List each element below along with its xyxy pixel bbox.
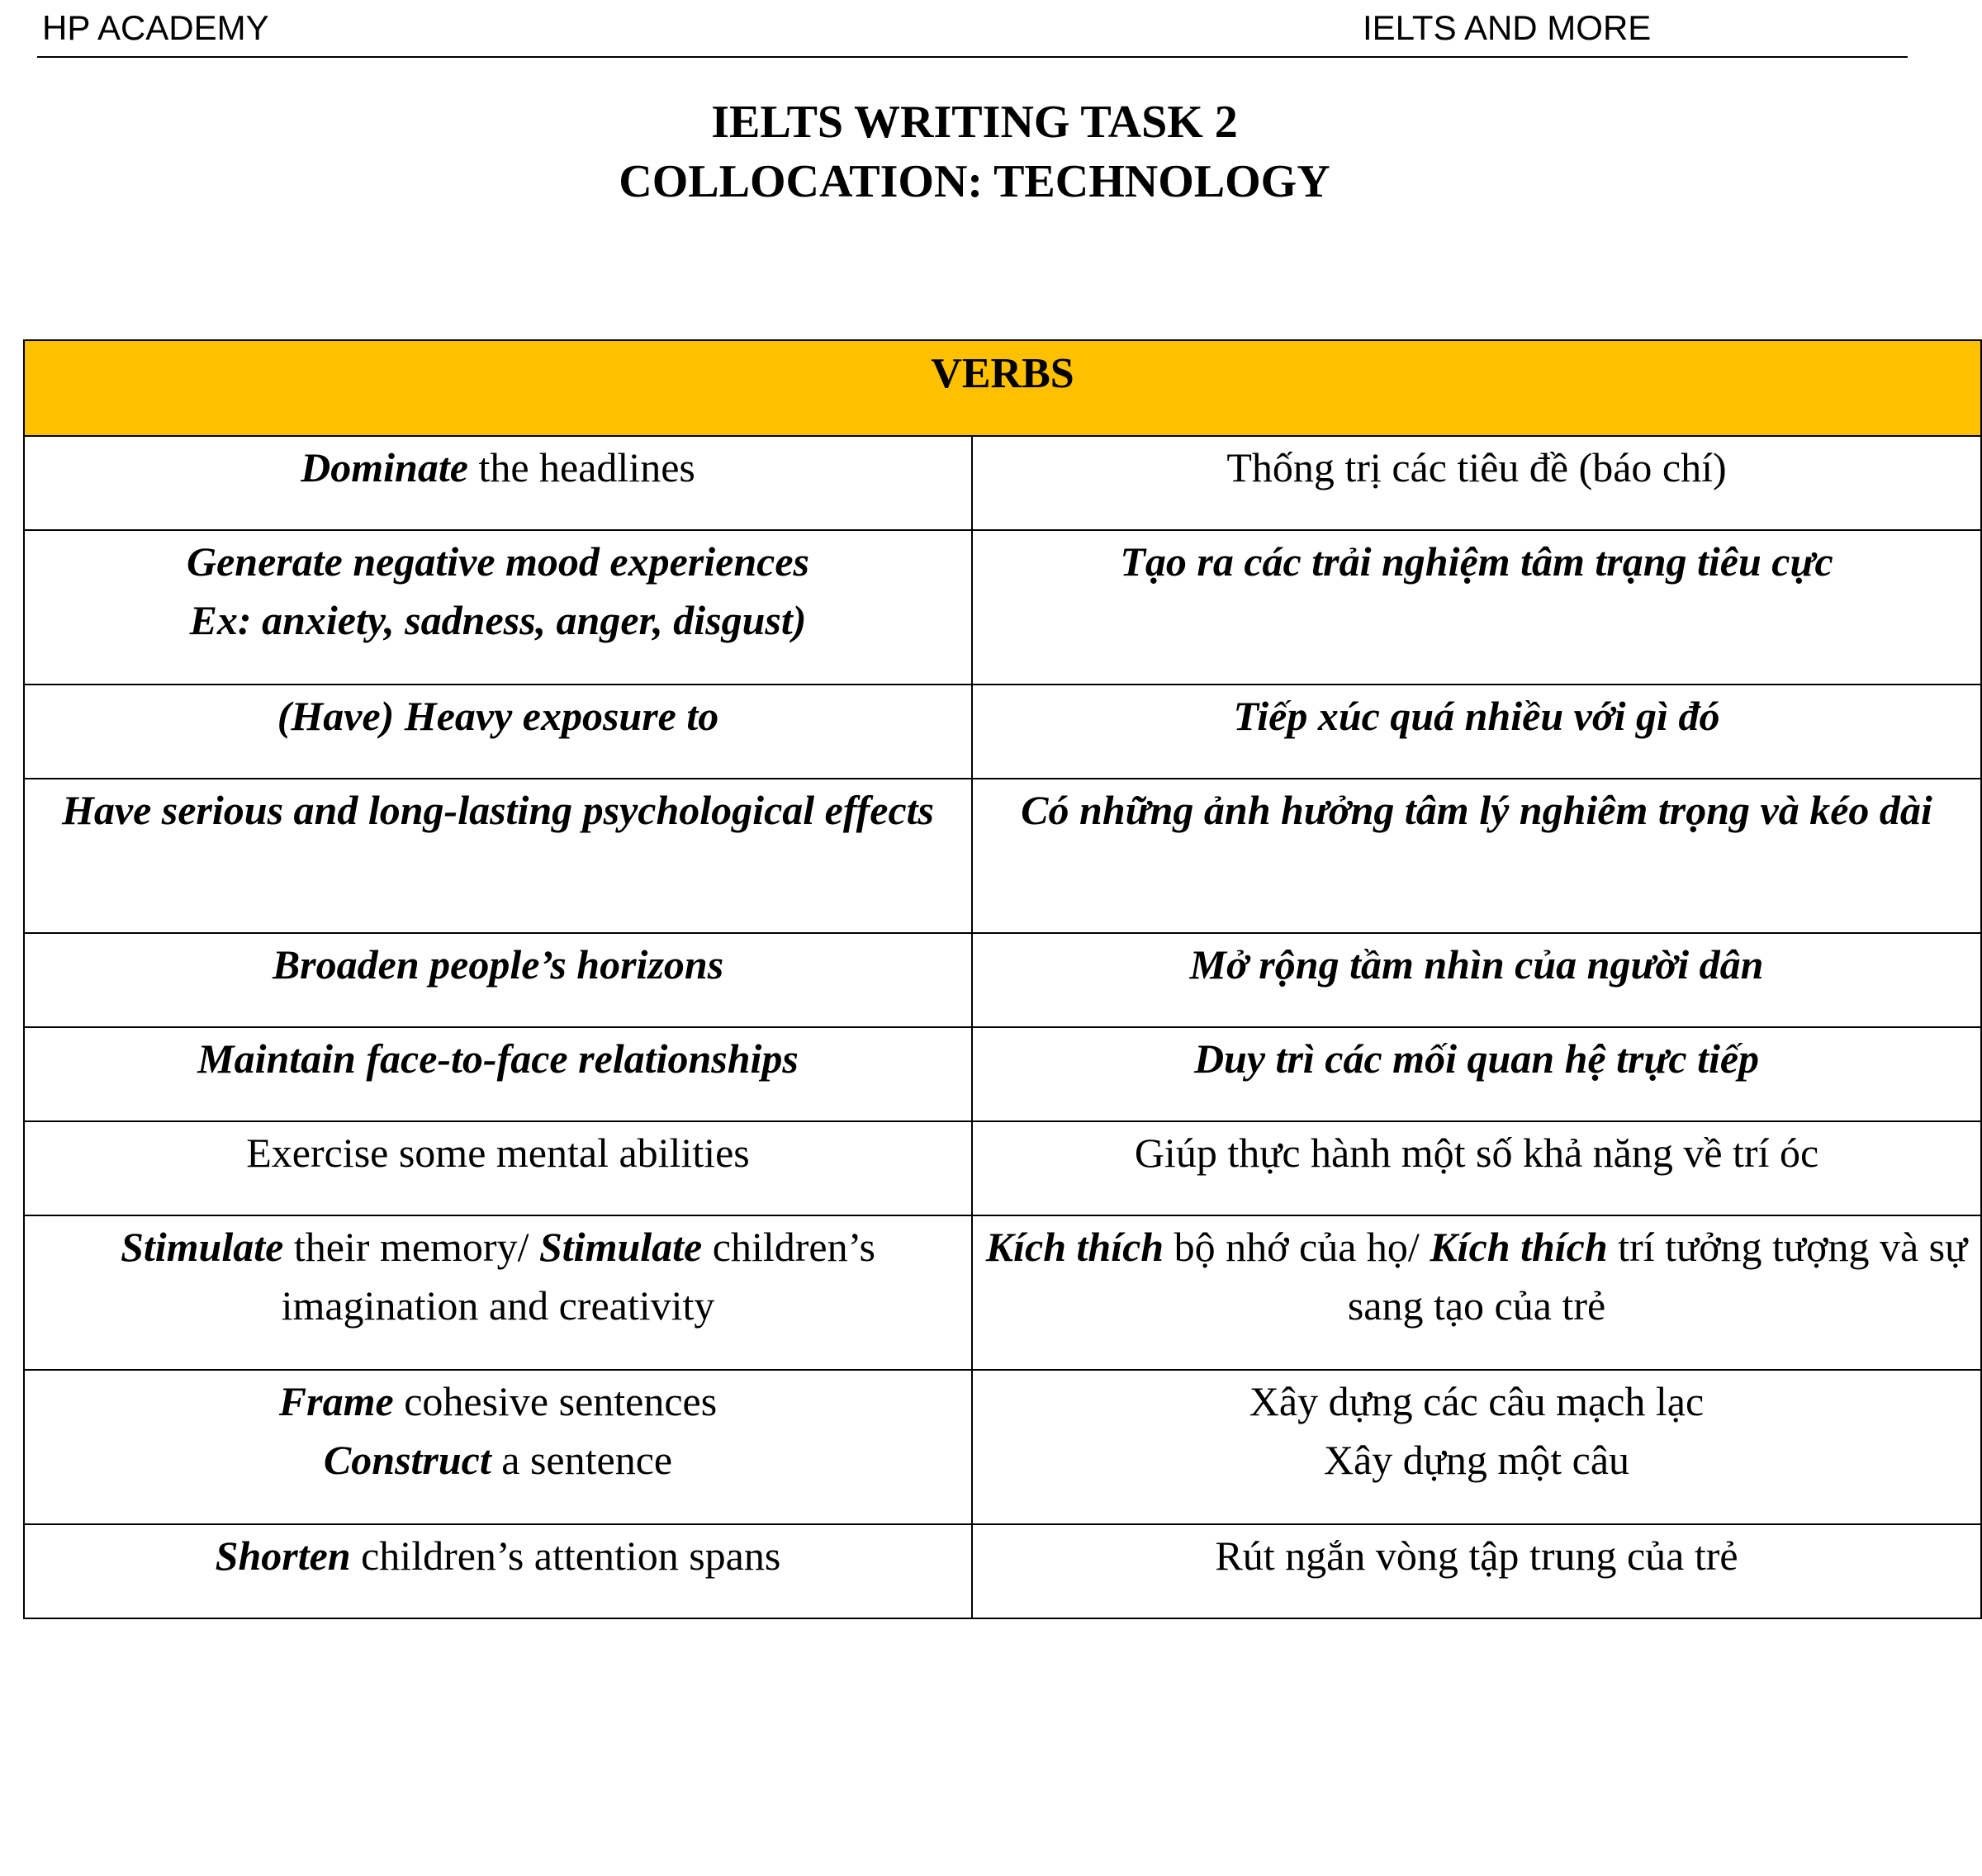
translation-text: Duy trì các mối quan hệ trực tiếp bbox=[1193, 1035, 1760, 1082]
table-row bbox=[24, 530, 1981, 685]
title-line-2: COLLOCATION: TECHNOLOGY bbox=[619, 156, 1330, 207]
english-cell bbox=[24, 1370, 972, 1524]
vietnamese-cell bbox=[972, 933, 1981, 1027]
table-row bbox=[24, 1370, 1981, 1524]
vietnamese-cell bbox=[972, 530, 1981, 685]
translation-text: Thống trị các tiêu đề (báo chí) bbox=[1226, 444, 1727, 490]
translation-text: Giúp thực hành một số khả năng về trí óc bbox=[1134, 1130, 1819, 1176]
document-title bbox=[0, 92, 1949, 211]
example-text: Ex: anxiety, sadness, anger, disgust) bbox=[189, 597, 807, 643]
phrase-text: Broaden people’s horizons bbox=[272, 941, 724, 988]
translation-text: Mở rộng tầm nhìn của người dân bbox=[1189, 941, 1764, 988]
keyword: Kích thích bbox=[1430, 1224, 1608, 1270]
collocation-table bbox=[23, 339, 1982, 1619]
vietnamese-cell bbox=[972, 1370, 1981, 1524]
translation-text: bộ nhớ của họ/ bbox=[1164, 1224, 1430, 1270]
vietnamese-cell bbox=[972, 436, 1981, 530]
translation-text: Có những ảnh hưởng tâm lý nghiêm trọng và kéo dài bbox=[1021, 787, 1932, 833]
translation-text: trí tưởng tượng và sự sang tạo của trẻ bbox=[1347, 1224, 1968, 1329]
translation-text: Tạo ra các trải nghiệm tâm trạng tiêu cực bbox=[1120, 538, 1833, 585]
title-line-1: IELTS WRITING TASK 2 bbox=[711, 97, 1238, 148]
keyword: Stimulate bbox=[538, 1224, 703, 1270]
vietnamese-cell bbox=[972, 1215, 1981, 1370]
english-cell bbox=[24, 933, 972, 1027]
english-cell bbox=[24, 1524, 972, 1618]
keyword: Shorten bbox=[215, 1533, 351, 1579]
table-row bbox=[24, 1524, 1981, 1618]
translation-text: Rút ngắn vòng tập trung của trẻ bbox=[1215, 1533, 1738, 1579]
table-row bbox=[24, 685, 1981, 779]
phrase-text: their memory/ bbox=[283, 1224, 539, 1270]
phrase-text: Generate negative mood experiences bbox=[187, 538, 809, 585]
vietnamese-cell bbox=[972, 1524, 1981, 1618]
phrase-text: the headlines bbox=[467, 444, 695, 490]
english-cell bbox=[24, 530, 972, 685]
english-cell bbox=[24, 1121, 972, 1215]
phrase-text: children’s attention spans bbox=[350, 1533, 781, 1579]
vietnamese-cell bbox=[972, 1027, 1981, 1121]
phrase-text: (Have) Heavy exposure to bbox=[277, 693, 719, 739]
keyword: Construct bbox=[323, 1437, 491, 1483]
keyword: Stimulate bbox=[121, 1224, 284, 1270]
table-row bbox=[24, 436, 1981, 530]
vietnamese-cell bbox=[972, 1121, 1981, 1215]
header-org-name: HP ACADEMY bbox=[42, 8, 269, 47]
header-tagline: IELTS AND MORE bbox=[1363, 8, 1652, 47]
keyword: Frame bbox=[278, 1378, 394, 1424]
phrase-text: Maintain face-to-face relationships bbox=[197, 1035, 799, 1082]
phrase-text: children’s imagination and creativity bbox=[281, 1224, 875, 1329]
table-row bbox=[24, 779, 1981, 933]
english-cell bbox=[24, 779, 972, 933]
translation-text: Tiếp xúc quá nhiều với gì đó bbox=[1233, 693, 1720, 739]
phrase-text: a sentence bbox=[491, 1437, 673, 1483]
translation-text: Xây dựng các câu mạch lạc bbox=[1249, 1378, 1705, 1424]
english-cell bbox=[24, 685, 972, 779]
translation-text: Xây dựng một câu bbox=[1323, 1437, 1630, 1483]
phrase-text: Have serious and long-lasting psychological effects bbox=[62, 787, 934, 833]
keyword: Kích thích bbox=[985, 1224, 1164, 1270]
keyword: Dominate bbox=[301, 444, 468, 490]
page-header bbox=[37, 0, 1908, 58]
table-header-row bbox=[24, 340, 1981, 436]
vietnamese-cell bbox=[972, 779, 1981, 933]
vietnamese-cell bbox=[972, 685, 1981, 779]
phrase-text: cohesive sentences bbox=[393, 1378, 718, 1424]
phrase-text: Exercise some mental abilities bbox=[246, 1130, 750, 1176]
table-row bbox=[24, 933, 1981, 1027]
table-row bbox=[24, 1027, 1981, 1121]
table-row bbox=[24, 1121, 1981, 1215]
section-header-verbs: VERBS bbox=[24, 340, 1981, 436]
english-cell bbox=[24, 1027, 972, 1121]
english-cell bbox=[24, 1215, 972, 1370]
table-row bbox=[24, 1215, 1981, 1370]
english-cell bbox=[24, 436, 972, 530]
